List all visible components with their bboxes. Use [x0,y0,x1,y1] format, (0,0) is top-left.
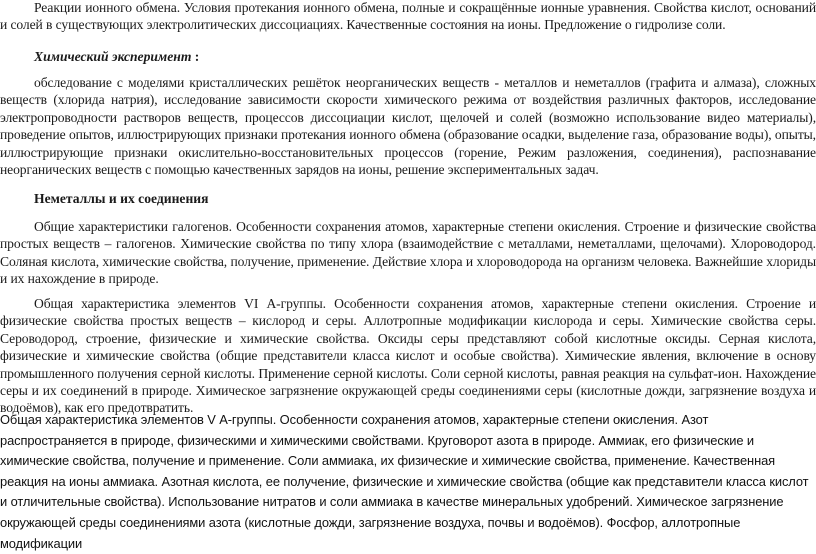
paragraph-halogens: Общие характеристики галогенов. Особенности сохранения атомов, характерные степени окисления. Строение и физические свойства простых веществ – галогенов. Химические свойства по типу хлора (взаимодействие с металлами, неметаллами, щелочами). Хлороводород. Соляная кислота, химические свойства, получение, применение. Действие хлора и хлороводорода на организм человека. Важнейшие хлориды и их нахождение в природе. [0,219,816,287]
heading-colon: : [191,49,200,64]
heading-chemical-experiment-text: Химический эксперимент [34,49,192,64]
paragraph-experiment-list: обследование с моделями кристаллических решёток неорганических веществ - металлов и неметаллов (графита и алмаза), сложных веществ (хлорида натрия), исследование зависимости скорости химического режима от воздействия различных факторов, исследование электропроводности растворов веществ, процессов диссоциации кислот, щелочей и солей (возможно использование видео материалы), проведение опытов, иллюстрирующих признаки протекания ионного обмена (образование осадки, выделение газа, образование воды), опыты, иллюстрирующие признаки окислительно-восстановительных процессов (горение, Режим разложения, соединения), распознавание неорганических веществ с помощью качественных зарядов на ионы, решение экспериментальных задач. [0,75,816,178]
paragraph-ion-exchange: Реакции ионного обмена. Условия протекания ионного обмена, полные и сокращённые ионные уравнения. Свойства кислот, оснований и солей в существующих электролитических диссоциациях. Качественные состояния на ионы. Предложение о гидролизе соли. [0,0,816,33]
paragraph-group-v: Общая характеристика элементов V А-группы. Особенности сохранения атомов, характерные степени окисления. Азот распространяется в природе, физическими и химическими свойствами. Круговорот азота в природе. Аммиак, его физические и химические свойства, получение и применение. Соли аммиака, их физические и химические свойства, применение. Качественная реакция на ионы аммиака. Азотная кислота, ее получение, физические и химические свойства (общие как представители класса кислот и отличительные свойства). Использование нитратов и соли аммиака в качестве минеральных удобрений. Химическое загрязнение окружающей среды соединениями азота (кислотные дожди, загрязнение воздуха, почвы и водоёмов). Фосфор, аллотропные модификации [0,412,809,551]
paragraph-group-vi: Общая характеристика элементов VI А-группы. Особенности сохранения атомов, характерные степени окисления. Строение и физические свойства простых веществ – кислород и серы. Аллотропные модификации кислорода и серы. Химические свойства серы. Сероводород, строение, физические и химические свойства. Оксиды серы представляют собой кислотные оксиды. Серная кислота, физические и химические свойства (общие представители класса кислот и особые свойства). Химические явления, включение в основу промышленного получения серной кислоты. Применение серной кислоты. Соли серной кислоты, равная реакция на сульфат-ион. Нахождение серы и их соединений в природе. Химическое загрязнение окружающей среды соединениями серы (кислотные дожди, загрязнение воздуха и водоёмов), как его предотвратить. [0,296,816,416]
heading-nonmetals: Неметаллы и их соединения [34,191,209,206]
heading-chemical-experiment [34,49,199,65]
